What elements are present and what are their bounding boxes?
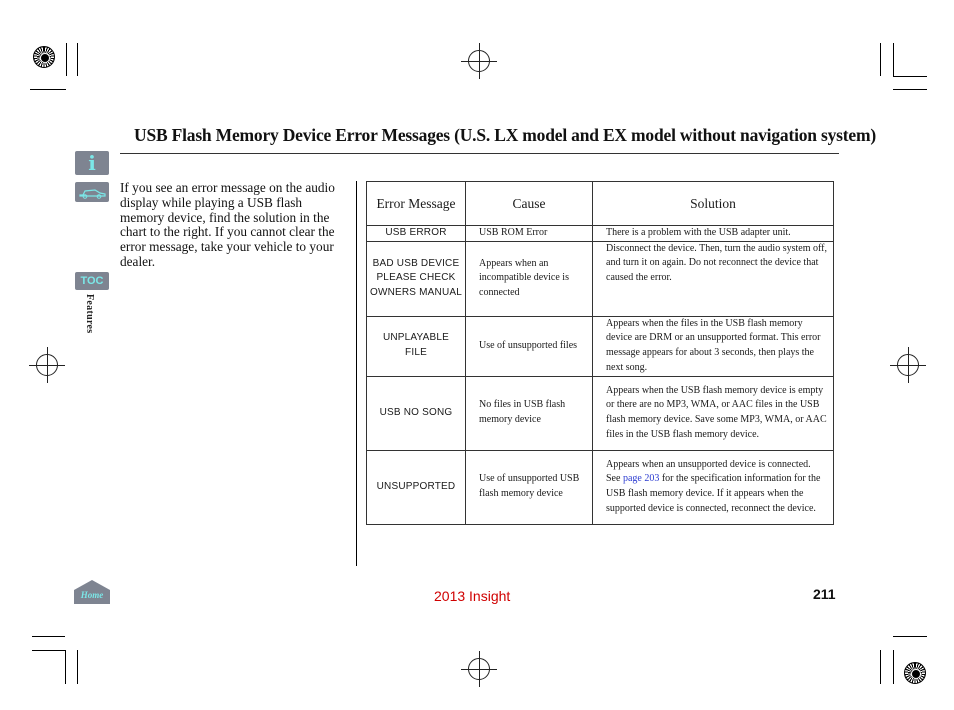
error-message-table — [366, 181, 834, 525]
car-icon-graphic — [75, 182, 109, 202]
footer-model-name: 2013 Insight — [434, 588, 511, 604]
cell-error-message: UNPLAYABLE FILE — [367, 316, 466, 376]
home-button[interactable] — [74, 580, 110, 604]
cell-cause: Use of unsupported USB flash memory device — [466, 450, 593, 524]
table-row — [367, 316, 834, 376]
cell-solution: Disconnect the device. Then, turn the audio system off, and turn it on again. Do not reconnect the device that caused the error. — [593, 241, 834, 316]
home-icon — [74, 580, 110, 604]
info-icon[interactable]: i — [75, 151, 109, 175]
toc-button[interactable]: TOC — [75, 272, 109, 290]
cell-solution: There is a problem with the USB adapter unit. — [593, 226, 834, 242]
crop-mark — [32, 636, 65, 637]
table-row — [367, 241, 834, 316]
table-row — [367, 226, 834, 242]
home-label: Home — [80, 590, 104, 600]
header-error-message: Error Message — [367, 182, 466, 226]
page-link[interactable]: page 203 — [622, 473, 660, 485]
intro-paragraph: If you see an error message on the audio display while playing a USB flash memory device, find the solution in the chart to the right. If you cannot clear the error message, take your vehicle to your dealer. — [120, 180, 335, 269]
crop-mark — [893, 89, 927, 90]
solution-text: for the specification information for the USB flash memory device. If it appears when the supported device is connected, reconnect the device. — [606, 473, 821, 514]
crop-mark — [77, 43, 78, 76]
registration-crosshair-bottom — [468, 658, 490, 680]
car-icon[interactable] — [75, 182, 109, 202]
cell-solution — [593, 450, 834, 524]
crop-mark — [32, 650, 65, 651]
solution-text: Appears when an unsupported device is connected. See — [606, 458, 811, 485]
column-divider — [356, 181, 357, 566]
registration-sun-mark-top-left — [33, 46, 55, 68]
crop-mark — [893, 650, 894, 684]
crop-mark — [65, 650, 66, 684]
table-row — [367, 450, 834, 524]
cell-solution: Appears when the files in the USB flash memory device are DRM or an unsupported format. This error message appears for about 3 seconds, then plays the next song. — [593, 316, 834, 376]
crop-mark — [30, 89, 66, 90]
page-title: USB Flash Memory Device Error Messages (U.S. LX model and EX model without navigation system) — [134, 125, 876, 145]
section-label-features[interactable]: Features — [84, 294, 95, 334]
crop-mark — [880, 43, 881, 76]
page-number: 211 — [813, 586, 836, 602]
cell-error-message: USB ERROR — [367, 226, 466, 242]
crop-mark — [893, 636, 927, 637]
header-solution: Solution — [593, 182, 834, 226]
cell-error-message: UNSUPPORTED — [367, 450, 466, 524]
crop-mark — [893, 76, 927, 77]
header-cause: Cause — [466, 182, 593, 226]
table-row — [367, 376, 834, 450]
registration-crosshair-left — [36, 354, 58, 376]
cell-cause: USB ROM Error — [466, 226, 593, 242]
crop-mark — [77, 650, 78, 684]
cell-solution: Appears when the USB flash memory device is empty or there are no MP3, WMA, or AAC files in the USB flash memory device. Save some MP3, WMA, or AAC files in the USB flash memory device. — [593, 376, 834, 450]
registration-crosshair-right — [897, 354, 919, 376]
crop-mark — [66, 43, 67, 76]
title-divider — [120, 153, 839, 154]
table-header-row — [367, 182, 834, 226]
crop-mark — [893, 43, 894, 76]
cell-cause: No files in USB flash memory device — [466, 376, 593, 450]
cell-error-message: USB NO SONG — [367, 376, 466, 450]
crop-mark — [880, 650, 881, 684]
cell-cause: Use of unsupported files — [466, 316, 593, 376]
cell-error-message: BAD USB DEVICE PLEASE CHECK OWNERS MANUAL — [367, 241, 466, 316]
cell-cause: Appears when an incompatible device is connected — [466, 241, 593, 316]
registration-crosshair-top — [468, 50, 490, 72]
registration-sun-mark-bottom-right — [904, 662, 926, 684]
